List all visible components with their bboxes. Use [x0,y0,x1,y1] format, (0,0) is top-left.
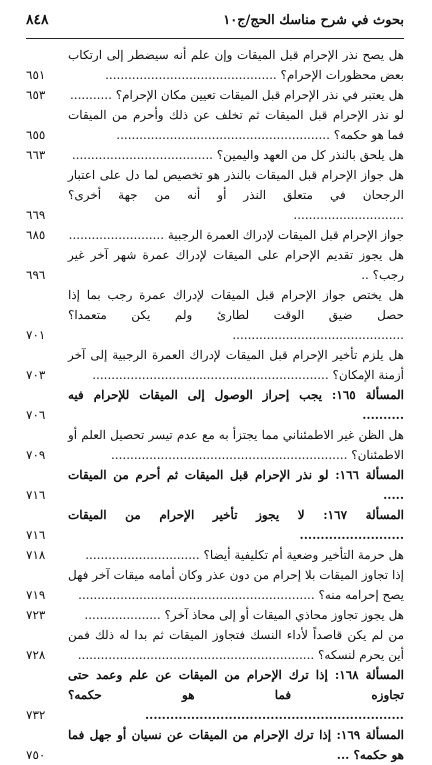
toc-entry-page: ٦٥١ [26,68,46,82]
toc-entry-text: هل يصح نذر الإحرام قبل الميقات وإن علم أنه سيضطر إلى ارتكاب بعض محظورات الإحرام؟ ............................................. [68,48,404,82]
toc-entry-page: ٧٠٩ [26,448,46,462]
toc-entry [26,545,404,565]
toc-entry [26,665,404,725]
toc-entry-text: المسألة ١٦٨: إذا ترك الإحرام من الميقات عن علم وعمد حتى تجاوزه فما هو حكمه؟ .............................................................. [68,668,404,722]
toc-entry-page: ٦٦٩ [26,208,46,222]
toc-entry-page: ٧١٦ [26,528,46,542]
toc-entry [26,565,404,605]
page-header [26,12,404,36]
toc-entry-page: ٧١٦ [26,488,46,502]
toc-entry-text: هل يختص جواز الإحرام قبل الميقات لإدراك عمرة رجب بما إذا حصل ضيق الوقت لطارئ ولم يكن متعمدا؟ ............................................. [68,288,404,342]
toc-entry-text: هل يجوز تجاوز محاذي الميقات أو إلى محاذ آخر؟ .................... [84,608,404,622]
toc-entry-text: إذا تجاوز الميقات بلا إحرام من دون عذر وكان أمامه ميقات آخر فهل يصح إحرامه منه؟ .............................................................. [68,568,404,602]
toc-entry-page: ٦٥٥ [26,128,46,142]
toc-entry-page: ٦٥٣ [26,88,46,102]
toc-entries [26,45,404,765]
toc-entry [26,105,404,145]
toc-entry [26,345,404,385]
toc-entry-page: ٧٠١ [26,328,46,342]
toc-entry-page: ٦٦٣ [26,148,46,162]
toc-entry-page: ٧٠٦ [26,408,46,422]
header-rule [26,38,404,39]
toc-entry [26,145,404,165]
toc-entry [26,625,404,665]
toc-entry [26,285,404,345]
page-number: ٨٤٨ [26,12,49,28]
running-title: بحوث في شرح مناسك الحج/ج١٠ [223,13,404,28]
toc-entry-text: لو نذر الإحرام قبل الميقات ثم تخلف عن ذلك وأحرم من الميقات فما هو حكمه؟ ........................................................ [68,108,404,142]
toc-entry [26,165,404,225]
toc-entry [26,425,404,465]
toc-entry-text: المسألة ١٦٦: لو نذر الإحرام قبل الميقات ثم أحرم من الميقات ..... [68,468,404,502]
toc-entry [26,45,404,85]
toc-entry [26,85,404,105]
toc-entry-page: ٧٢٨ [26,648,46,662]
toc-entry-text: هل يلزم تأخير الإحرام قبل الميقات لإدراك العمرة الرجبية إلى آخر أزمنة الإمكان؟ .............................................................. [68,348,404,382]
toc-entry-page: ٧٠٣ [26,368,46,382]
toc-entry-text: المسألة ١٦٧: لا يجوز تأخير الإحرام من الميقات ......................... [68,508,404,542]
toc-entry-text: هل الظن غير الاطمئناني مما يجتزأ به مع عدم تيسر تحصيل العلم أو الاطمئنان؟ .............................................................. [68,428,404,462]
toc-entry-page: ٧٣٢ [26,708,46,722]
toc-entry-text: هل يلحق بالنذر كل من العهد واليمين؟ ..................................... [71,148,404,162]
toc-entry-page: ٧١٩ [26,588,46,602]
toc-entry [26,225,404,245]
toc-entry [26,725,404,765]
toc-entry-page: ٦٩٦ [26,268,46,282]
toc-entry-page: ٧١٨ [26,548,46,562]
toc-entry [26,245,404,285]
toc-entry-page: ٧٢٣ [26,608,46,622]
toc-entry-page: ٧٥٠ [26,748,46,762]
toc-entry-page: ٦٨٥ [26,228,46,242]
toc-entry-text: المسألة ١٦٥: يجب إحراز الوصول إلى الميقات للإحرام فيه .......... [68,388,404,422]
toc-entry [26,385,404,425]
toc-entry-text: من لم يكن قاصداً لأداء النسك فتجاوز الميقات ثم بدا له ذلك فمن أين يحرم لنسكه؟ .............................................................. [68,628,404,662]
toc-entry [26,605,404,625]
toc-entry [26,505,404,545]
toc-entry-text: هل جواز الإحرام قبل الميقات بالنذر هو تخصيص لما دل على اعتبار الرجحان في متعلق النذر أو أنه من جهة أخرى؟ ............................. [68,168,404,222]
toc-entry [26,465,404,505]
toc-entry-text: المسألة ١٦٩: إذا ترك الإحرام من الميقات عن نسيان أو جهل فما هو حكمه؟ ... [68,728,404,762]
toc-entry-text: هل حرمة التأخير وضعية أم تكليفية أيضا؟ .............................. [85,548,404,562]
toc-entry-text: هل يجوز تقديم الإحرام على الميقات لإدراك عمرة شهر آخر غير رجب؟ .. [68,248,404,282]
toc-entry-text: هل يعتبر في نذر الإحرام قبل الميقات تعيين مكان الإحرام؟ ........... [69,88,404,102]
toc-entry-text: جواز الإحرام قبل الميقات لإدراك العمرة الرجبية ......................... [68,228,404,242]
